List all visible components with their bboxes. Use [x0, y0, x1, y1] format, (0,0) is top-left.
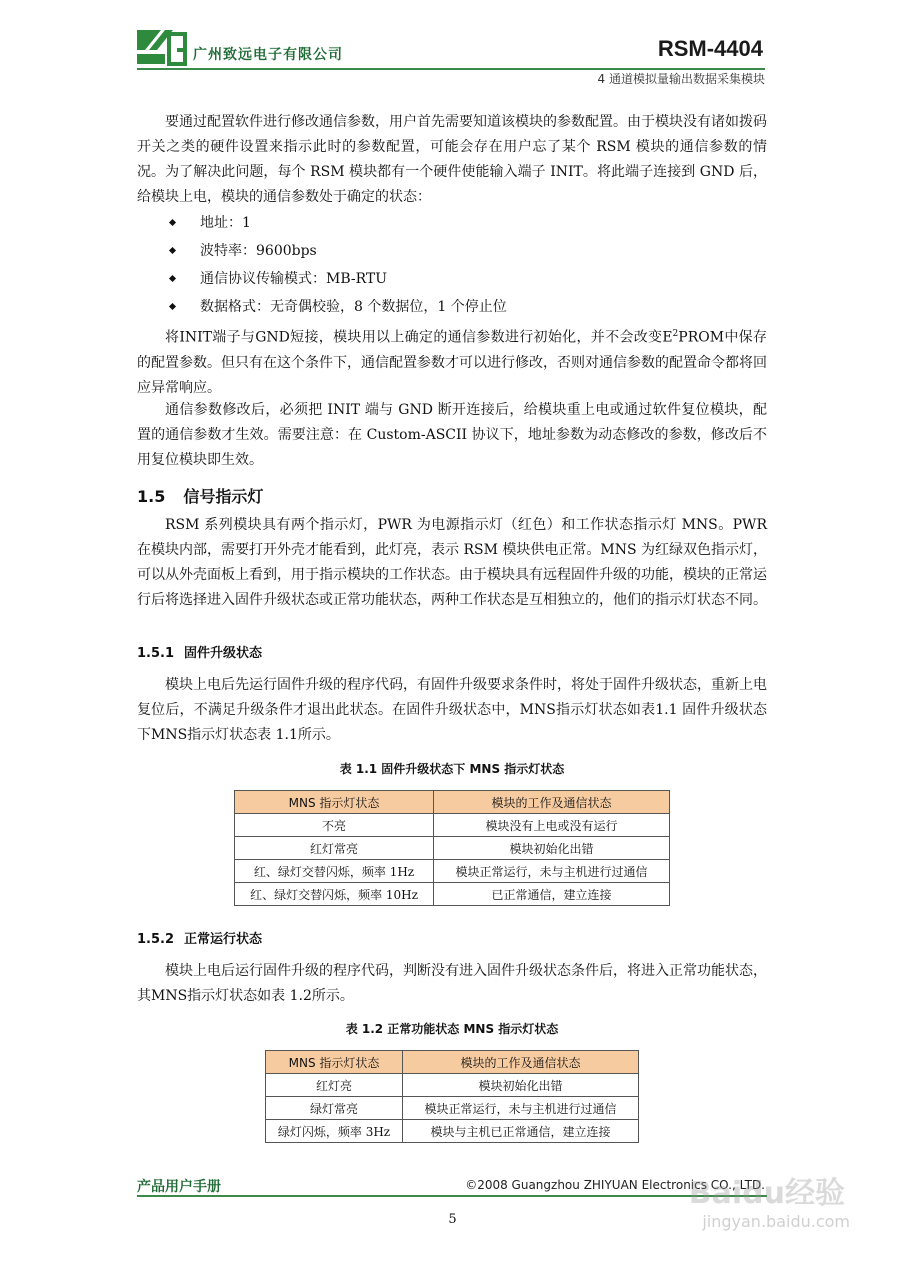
footer-rule: [137, 1195, 767, 1197]
table-header: 模块的工作及通信状态: [403, 1051, 639, 1074]
table-cell: 红、绿灯交替闪烁，频率 10Hz: [235, 883, 434, 906]
footer-manual-title: 产品用户手册: [137, 1179, 221, 1195]
watermark-url: jingyan.baidu.com: [702, 1212, 850, 1231]
init-paragraph: 将INIT端子与GND短接，模块用以上确定的通信参数进行初始化，并不会改变$E^2PROM$中保存的配置参数。但只有在这个条件下，通信配置参数才可以进行修改，否则对通信参数的配置命令都将回应异常响应。: [137, 329, 767, 396]
table-header: MNS 指示灯状态: [266, 1051, 403, 1074]
footer-copyright: ©2008 Guangzhou ZHIYUAN Electronics CO., LTD.: [465, 1178, 765, 1192]
table-cell: 不亮: [235, 814, 434, 837]
bullet-icon: [169, 247, 176, 254]
subsection-paragraph-2: 模块上电后运行固件升级的程序代码，判断没有进入固件升级状态条件后，将进入正常功能状态，其MNS指示灯状态如表 1.2所示。: [137, 963, 767, 1004]
reset-paragraph: 通信参数修改后，必须把 INIT 端与 GND 断开连接后，给模块重上电或通过软件复位模块，配置的通信参数才生效。需要注意：在 Custom-ASCII 协议下，地址参数为动态修改的参数，修改后不用复位模块即生效。: [137, 402, 767, 468]
table-cell: 模块正常运行，未与主机进行过通信: [434, 860, 670, 883]
table-header: MNS 指示灯状态: [235, 791, 434, 814]
section-paragraph: RSM 系列模块具有两个指示灯，PWR 为电源指示灯（红色）和工作状态指示灯 MNS。PWR 在模块内部，需要打开外壳才能看到，此灯亮，表示 RSM 模块供电正常。MNS 为红绿双色指示灯，可以从外壳面板上看到，用于指示模块的工作状态。由于模块具有远程固件升级的功能，模块的正常运行后将选择进入固件升级状态或正常功能状态，两种工作状态是互相独立的，他们的指示灯状态不同。: [137, 517, 767, 608]
bullet-icon: [169, 275, 176, 282]
table-cell: 红灯亮: [266, 1074, 403, 1097]
product-model: RSM-4404: [657, 36, 763, 61]
table-cell: 已正常通信，建立连接: [434, 883, 670, 906]
company-name: 广州致远电子有限公司: [193, 47, 343, 63]
table-cell: 模块没有上电或没有运行: [434, 814, 670, 837]
table-row: [266, 1097, 639, 1120]
table-row: [235, 814, 670, 837]
table-cell: 红、绿灯交替闪烁，频率 1Hz: [235, 860, 434, 883]
section-heading: 1.5 信号指示灯: [137, 487, 264, 506]
table-normal-operation: [265, 1050, 639, 1143]
table-cell: 模块初始化出错: [403, 1074, 639, 1097]
bullet-icon: [169, 303, 176, 310]
zlg-logo: [135, 28, 187, 66]
table-row: [266, 1120, 639, 1143]
intro-paragraph: 要通过配置软件进行修改通信参数，用户首先需要知道该模块的参数配置。由于模块没有诸如拨码开关之类的硬件设置来指示此时的参数配置，可能会存在用户忘了某个 RSM 模块的通信参数的情况。为了解决此问题，每个 RSM 模块都有一个硬件使能输入端子 INIT。将此端子连接到 GND 后，给模块上电，模块的通信参数处于确定的状态：: [137, 114, 767, 205]
table-cell: 绿灯常亮: [266, 1097, 403, 1120]
table-cell: 绿灯闪烁，频率 3Hz: [266, 1120, 403, 1143]
page-number: 5: [448, 1212, 457, 1227]
table-row: [235, 883, 670, 906]
table-row: [266, 1074, 639, 1097]
table-firmware-upgrade: [234, 790, 670, 906]
table-caption-1: 表 1.1 固件升级状态下 MNS 指示灯状态: [339, 762, 565, 776]
watermark-logo: Baidu经验: [688, 1176, 845, 1211]
subsection-heading-2: 1.5.2 正常运行状态: [137, 932, 263, 947]
table-header-row: [266, 1051, 639, 1074]
subsection-heading-1: 1.5.1 固件升级状态: [137, 646, 263, 661]
product-subtitle: 4 通道模拟量输出数据采集模块: [597, 72, 765, 86]
bullet-icon: [169, 219, 176, 226]
table-cell: 模块初始化出错: [434, 837, 670, 860]
table-row: [235, 837, 670, 860]
table-row: [235, 860, 670, 883]
table-caption-2: 表 1.2 正常功能状态 MNS 指示灯状态: [345, 1022, 559, 1036]
subsection-paragraph-1: 模块上电后先运行固件升级的程序代码，有固件升级要求条件时，将处于固件升级状态，重新上电复位后，不满足升级条件才退出此状态。在固件升级状态中，MNS指示灯状态如表1.1 固件升级状态下MNS指示灯状态表 1.1所示。: [137, 677, 767, 743]
table-cell: 红灯常亮: [235, 837, 434, 860]
table-header: 模块的工作及通信状态: [434, 791, 670, 814]
table-cell: 模块正常运行，未与主机进行过通信: [403, 1097, 639, 1120]
table-cell: 模块与主机已正常通信，建立连接: [403, 1120, 639, 1143]
table-header-row: [235, 791, 670, 814]
